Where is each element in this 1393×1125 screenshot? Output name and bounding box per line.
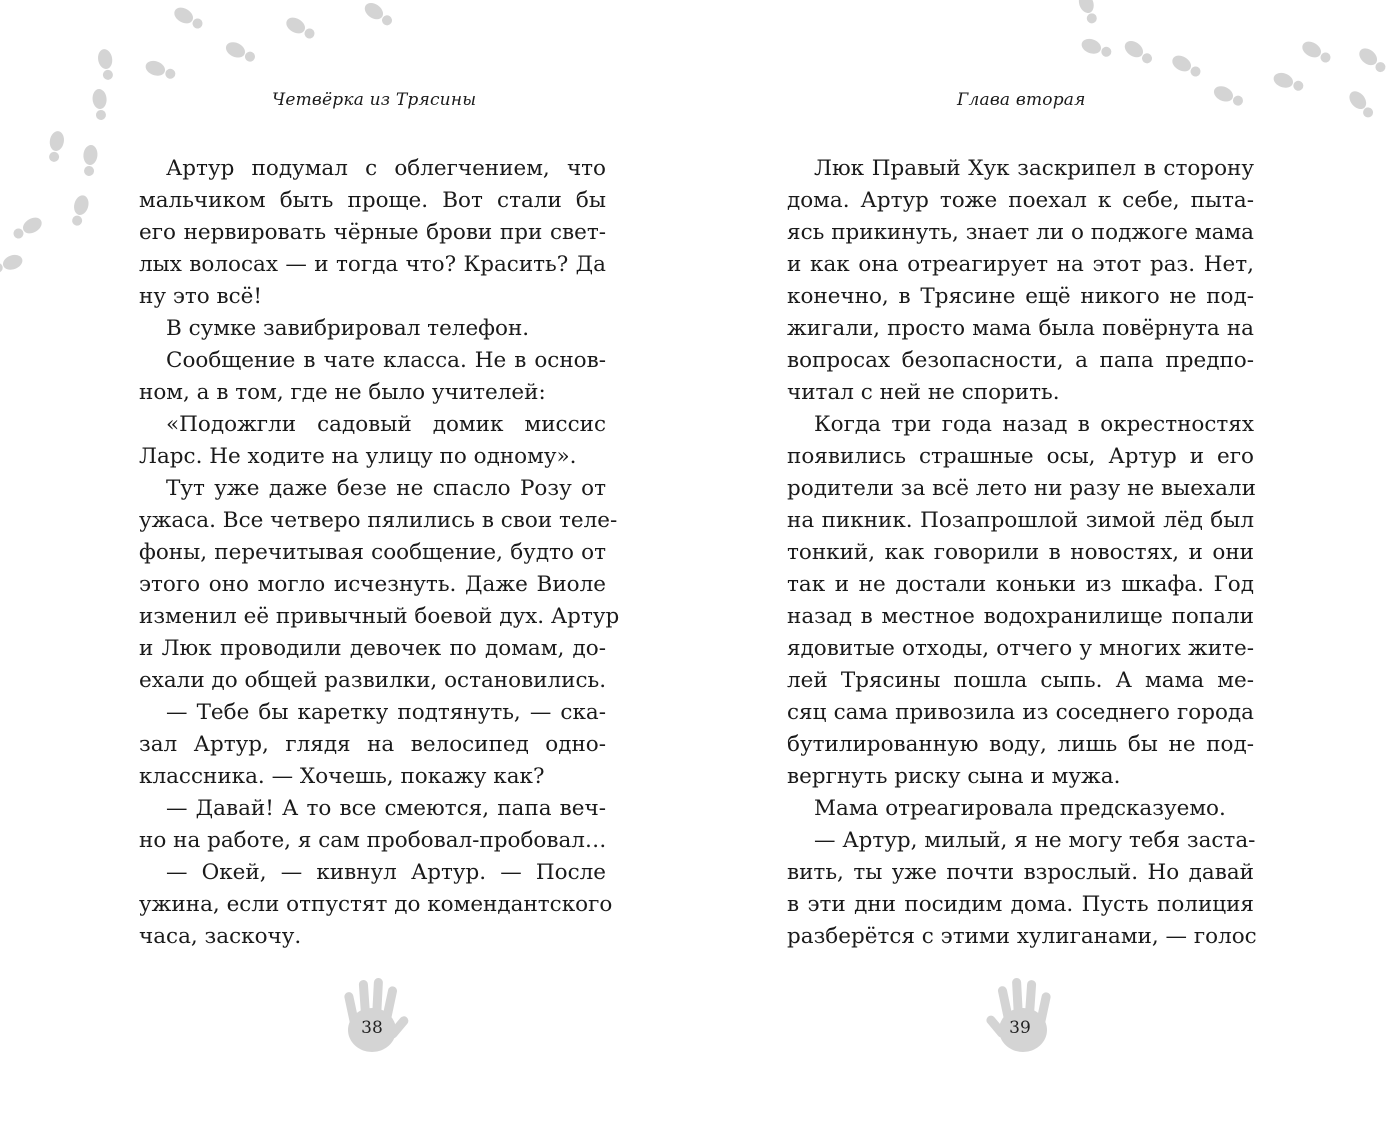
running-head: Четвёрка из Трясины — [272, 90, 477, 110]
body-text — [139, 153, 620, 953]
text-line: ну это всё! — [139, 284, 263, 309]
text-line: появились страшные осы, Артур и его — [787, 444, 1254, 469]
text-line: Когда три года назад в окрестностях — [814, 412, 1254, 437]
text-line: вопросах безопасности, а папа предпо- — [787, 348, 1254, 373]
text-line: его нервировать чёрные брови при свет- — [139, 220, 606, 245]
text-line: разберётся с этими хулиганами, — голос — [787, 924, 1257, 949]
footprint-icon — [46, 130, 65, 163]
text-line: но на работе, я сам пробовал-пробовал… — [139, 828, 607, 853]
text-line: мальчиком быть проще. Вот стали бы — [139, 188, 606, 213]
text-line: — Тебе бы каретку подтянуть, — ска- — [166, 700, 606, 725]
text-line: дома. Артур тоже поехал к себе, пыта- — [787, 188, 1254, 213]
text-line: часа, заскочу. — [139, 924, 302, 949]
text-line: этого оно могло исчезнуть. Даже Виоле — [139, 572, 606, 597]
text-line: Мама отреагировала предсказуемо. — [814, 796, 1226, 821]
text-line: так и не достали коньки из шкафа. Год — [787, 572, 1254, 597]
text-line: родители за всё лето ни разу не выехали — [787, 476, 1256, 501]
text-line: ехали до общей развилки, остановились. — [139, 668, 607, 693]
text-line: ядовитые отходы, отчего у многих жите- — [787, 636, 1254, 661]
page-number: 38 — [361, 1018, 383, 1038]
text-line: ужаса. Все четверо пялились в свои теле- — [139, 508, 618, 533]
text-line: читал с ней не спорить. — [787, 380, 1060, 405]
text-line: лых волосах — и тогда что? Красить? Да — [139, 252, 606, 277]
text-line: конечно, в Трясине ещё никого не под- — [787, 284, 1254, 309]
running-head: Глава вторая — [957, 90, 1086, 110]
text-line: и Люк проводили девочек по домам, до- — [139, 636, 606, 661]
footprint-icon — [82, 144, 99, 176]
footprint-icon — [69, 194, 91, 228]
footprint-icon — [11, 214, 45, 242]
footprint-icon — [1346, 88, 1377, 121]
text-line: В сумке завибрировал телефон. — [166, 316, 530, 341]
text-line: классника. — Хочешь, покажу как? — [139, 764, 545, 789]
text-line: Сообщение в чате класса. Не в основ- — [166, 348, 606, 373]
footprint-icon — [172, 4, 206, 32]
text-line: бутилированную воду, лишь бы не под- — [787, 732, 1254, 757]
text-line: ужина, если отпустят до комендантского — [139, 892, 613, 917]
text-line: ном, а в том, где не было учителей: — [139, 380, 546, 405]
text-line: и как она отреагирует на этот раз. Нет, — [787, 252, 1254, 277]
page-number: 39 — [1009, 1018, 1031, 1038]
handprint-icon — [334, 974, 410, 1056]
footprint-icon — [92, 88, 109, 120]
footprint-icon — [1211, 83, 1245, 109]
text-line: зал Артур, глядя на велосипед одно- — [139, 732, 606, 757]
text-line: фоны, перечитывая сообщение, будто от — [139, 540, 606, 565]
text-line: Артур подумал с облегчением, что — [166, 156, 606, 181]
footprint-icon — [1080, 36, 1114, 60]
footprint-icon — [1356, 45, 1389, 76]
footprint-icon — [1170, 52, 1204, 80]
text-line: на пикник. Позапрошлой зимой лёд был — [787, 508, 1254, 533]
text-line: изменил её привычный боевой дух. Артур — [139, 604, 620, 629]
footprint-icon — [284, 14, 318, 42]
footprint-icon — [97, 48, 116, 81]
text-line: — Давай! А то все смеются, папа веч- — [166, 796, 606, 821]
footprint-icon — [1122, 38, 1155, 67]
footprint-icon — [0, 252, 24, 276]
text-line: жигали, просто мама была повёрнута на — [787, 316, 1254, 341]
right-page — [696, 0, 1393, 1125]
left-page — [0, 0, 696, 1125]
footprint-icon — [144, 58, 178, 82]
text-line: вергнуть риску сына и мужа. — [787, 764, 1121, 789]
text-line: Ларс. Не ходите на улицу по одному». — [139, 444, 577, 469]
text-line: тонкий, как говорили в новостях, и они — [787, 540, 1254, 565]
footprint-icon — [223, 39, 257, 65]
text-line: — Артур, милый, я не могу тебя застa- — [814, 828, 1256, 853]
text-line: сяц сама привозила из соседнего города — [787, 700, 1254, 725]
body-text — [787, 153, 1257, 953]
text-line: лей Трясины пошла сыпь. А мама ме- — [787, 668, 1254, 693]
footprint-icon — [1272, 70, 1306, 94]
text-line: ясь прикинуть, знает ли о поджоге мама — [787, 220, 1254, 245]
footprint-icon — [1300, 38, 1334, 66]
text-line: вить, ты уже почти взрослый. Но давай — [787, 860, 1254, 885]
text-line: — Окей, — кивнул Артур. — После — [166, 860, 606, 885]
text-line: назад в местное водохранилище попали — [787, 604, 1254, 629]
handprint-icon — [985, 974, 1061, 1056]
text-line: Люк Правый Хук заскрипел в сторону — [814, 156, 1254, 181]
text-line: в эти дни посидим дома. Пусть полиция — [787, 892, 1254, 917]
text-line: Тут уже даже безе не спасло Розу от — [166, 476, 606, 501]
text-line: «Подожгли садовый домик миссис — [166, 412, 606, 437]
footprint-icon — [362, 0, 395, 29]
footprint-icon — [1076, 0, 1100, 25]
